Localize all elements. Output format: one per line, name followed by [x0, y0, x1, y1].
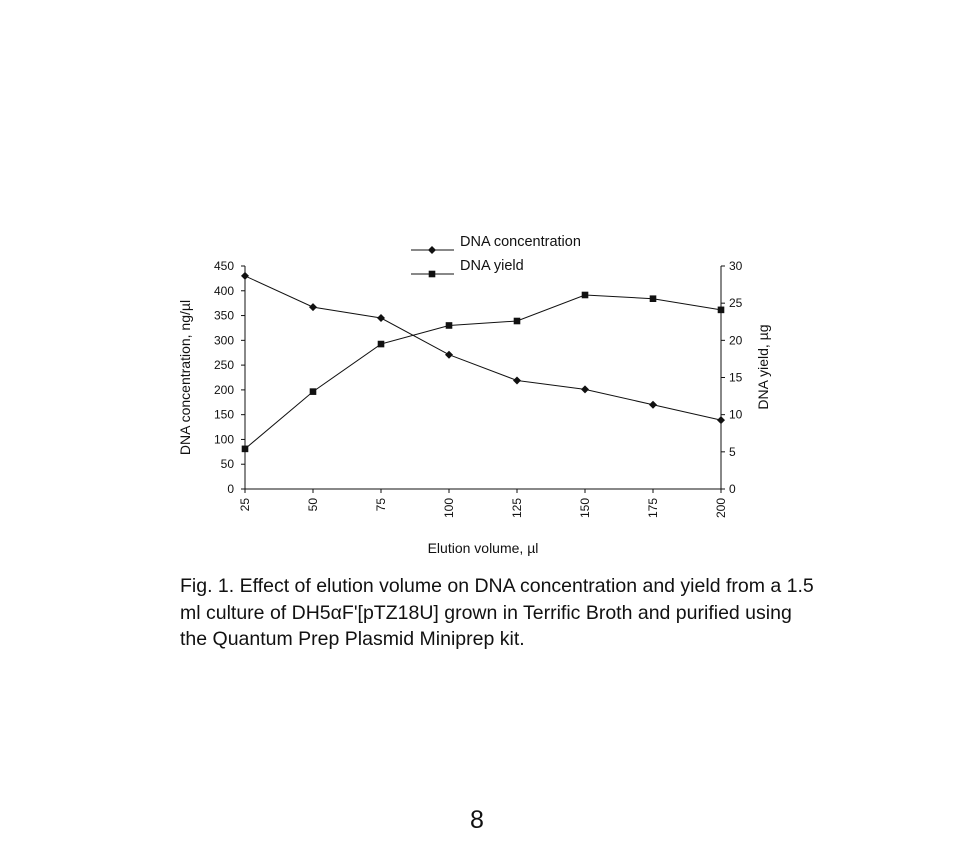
legend [411, 234, 581, 277]
left-axis-title: DNA concentration, ng/µl [177, 299, 193, 456]
x-axis-title: Elution volume, µl [427, 540, 539, 556]
legend-square-marker [429, 271, 436, 278]
square-marker [446, 322, 453, 329]
diamond-marker [309, 303, 317, 311]
left-tick-label: 200 [213, 382, 234, 397]
x-tick-label: 100 [442, 498, 456, 519]
diamond-marker [717, 416, 725, 424]
figure-caption: Fig. 1. Effect of elution volume on DNA concentration and yield from a 1.5 ml culture of DH5αF'[pTZ18U] grown in Terrific Broth and purified using the Quantum Prep Plasmid Miniprep kit. [180, 575, 814, 650]
diamond-marker [649, 401, 657, 409]
right-axis-title: DNA yield, µg [755, 324, 771, 410]
left-tick-label: 150 [213, 407, 234, 422]
legend-diamond-marker [428, 246, 436, 254]
right-tick-label: 10 [729, 407, 743, 422]
x-tick-label: 200 [714, 498, 728, 519]
x-tick-label: 175 [646, 498, 660, 519]
x-tick-label: 150 [578, 498, 592, 519]
diamond-marker [445, 351, 453, 359]
right-tick-label: 0 [729, 482, 736, 496]
series-line [245, 295, 721, 449]
square-marker [310, 388, 317, 395]
right-tick-label: 20 [729, 333, 743, 348]
diamond-marker [513, 376, 521, 384]
left-tick-label: 300 [213, 333, 234, 348]
square-marker [242, 446, 249, 453]
diamond-marker [241, 272, 249, 280]
legend-label: DNA yield [460, 258, 524, 274]
square-marker [718, 307, 725, 314]
right-tick-label: 5 [729, 444, 736, 459]
left-tick-label: 250 [213, 358, 234, 373]
series-layer [241, 272, 725, 452]
square-marker [582, 292, 589, 299]
series-dna-yield [242, 292, 725, 452]
legend-label: DNA concentration [460, 234, 581, 250]
right-tick-label: 30 [729, 259, 743, 273]
square-marker [514, 318, 521, 325]
x-tick-label: 25 [238, 498, 252, 512]
left-tick-label: 0 [227, 482, 234, 496]
page-number: 8 [470, 806, 484, 834]
x-tick-label: 125 [510, 498, 524, 519]
x-tick-label: 75 [374, 498, 388, 512]
square-marker [650, 295, 657, 302]
diamond-marker [377, 314, 385, 322]
left-tick-label: 450 [213, 259, 234, 273]
left-tick-label: 400 [213, 283, 234, 298]
right-tick-label: 15 [729, 370, 743, 385]
legend-item [411, 234, 581, 254]
square-marker [378, 341, 385, 348]
left-tick-label: 50 [220, 457, 234, 472]
series-dna-concentration [241, 272, 725, 424]
left-tick-label: 100 [213, 432, 234, 447]
series-line [245, 276, 721, 420]
x-tick-label: 50 [306, 498, 320, 512]
diamond-marker [581, 385, 589, 393]
left-tick-label: 350 [213, 308, 234, 323]
legend-item [411, 258, 524, 277]
right-tick-label: 25 [729, 296, 743, 311]
